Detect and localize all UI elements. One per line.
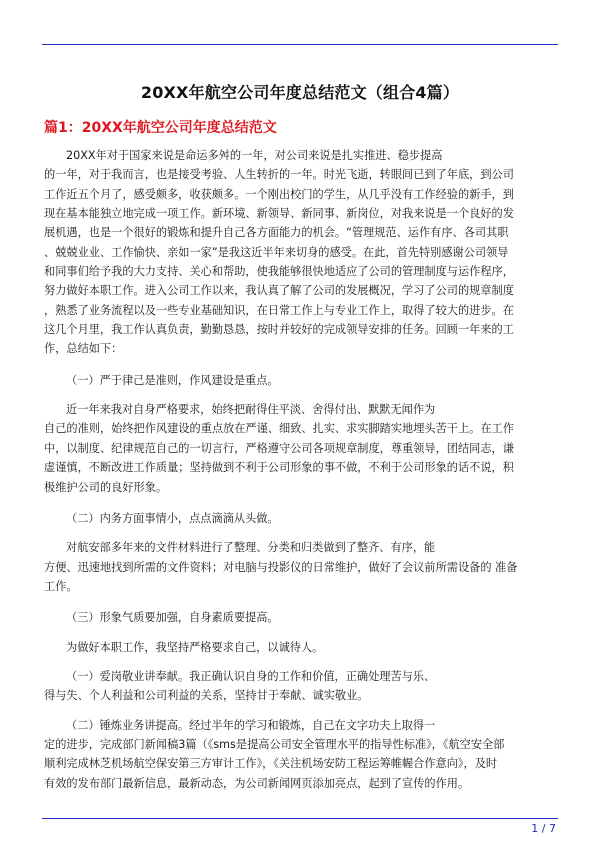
body-line: 近一年来我对自身严格要求，始终把耐得住平淡、舍得付出、默默无闻作为 — [66, 403, 436, 417]
body-line: 对航安部多年来的文件材料进行了整理、分类和归类做到了整齐、有序，能 — [66, 541, 436, 555]
body-line: 得与失、个人利益和公司利益的关系，坚持甘于奉献、诚实敬业。 — [44, 689, 369, 703]
body-line: 、兢兢业业、工作愉快、亲如一家”是我这近半年来切身的感受。在此，首先特别感谢公司领导 — [44, 245, 509, 259]
body-line: （二）锤炼业务讲提高。经过半年的学习和锻炼，自己在文字功夫上取得一 — [66, 718, 436, 732]
body-line: 这几个月里，我工作认真负责，勤勤恳恳，按时并较好的完成领导安排的任务。回顾一年来的工 — [44, 323, 514, 337]
section-heading: 篇1：20XX年航空公司年度总结范文 — [44, 120, 277, 136]
body-line: 展机遇，也是一个很好的锻炼和提升自己各方面能力的机会。“管理规范、运作有序、各司其职 — [44, 226, 509, 240]
document-body — [44, 146, 558, 793]
body-line: 有效的发布部门最新信息，最新动态，为公司新闻网页添加亮点，起到了宣传的作用。 — [44, 776, 470, 790]
body-line: （三）形象气质要加强，自身素质要提高。 — [66, 611, 279, 625]
body-line: 工作。 — [44, 579, 78, 593]
body-line: （一）爱岗敬业讲奉献。我正确认识自身的工作和价值，正确处理苦与乐、 — [66, 669, 436, 683]
body-line: 顺利完成林芝机场航空保安第三方审计工作》，《关注机场安防工程运筹帷幄合作意向》，及时 — [44, 757, 498, 771]
body-line: 自己的准则，始终把作风建设的重点放在严谨、细致、扎实、求实脚踏实地埋头苦干上。在工作 — [44, 422, 514, 436]
page-indicator: 1 / 7 — [531, 822, 556, 835]
body-line: 努力做好本职工作。进入公司工作以来，我认真了解了公司的发展概况，学习了公司的规章制度 — [44, 284, 514, 298]
body-line: （一）严于律己是准则，作风建设是重点。 — [66, 373, 279, 387]
body-line: 现在基本能独立地完成一项工作。新环境、新领导、新同事、新岗位，对我来说是一个良好的发 — [44, 207, 514, 221]
body-line: 20XX年对于国家来说是命运多舛的一年，对公司来说是扎实推进、稳步提高 — [66, 149, 443, 162]
document-title: 20XX年航空公司年度总结范文（组合4篇） — [140, 83, 460, 102]
body-line: （二）内务方面事情小，点点滴滴从头做。 — [66, 511, 279, 525]
body-line: 定的进步，完成部门新闻稿3篇（《sms是提高公司安全管理水平的指导性标准》，《航空安全部 — [44, 737, 505, 751]
header-rule — [42, 44, 558, 45]
body-line: 极维护公司的良好形象。 — [44, 480, 168, 494]
body-line: 作，总结如下： — [44, 342, 123, 356]
body-line: 中，以制度、纪律规范自己的一切言行，严格遵守公司各项规章制度，尊重领导，团结同志，谦 — [44, 441, 514, 455]
body-line: 方便、迅速地找到所需的文件资料；对电脑与投影仪的日常维护，做好了会议前所需设备的 准备 — [44, 560, 518, 574]
body-line: 工作近五个月了，感受颇多，收获颇多。一个刚出校门的学生，从几乎没有工作经验的新手，到 — [44, 187, 514, 201]
body-line: 为做好本职工作，我坚持严格要求自己，以诚待人。 — [66, 640, 324, 654]
body-line: ，熟悉了业务流程以及一些专业基础知识，在日常工作上与专业工作上，取得了较大的进步。在 — [44, 303, 514, 317]
footer-rule — [42, 818, 558, 819]
body-line: 虚谨慎，不断改进工作质量；坚持做到不利于公司形象的事不做，不利于公司形象的话不说，积 — [44, 461, 514, 475]
body-line: 的一年，对于我而言，也是接受考验、人生转折的一年。时光飞逝，转眼间已到了年底，到公司 — [44, 168, 514, 182]
body-line: 和同事们给予我的大力支持、关心和帮助，使我能够很快地适应了公司的管理制度与运作程序， — [44, 265, 514, 279]
